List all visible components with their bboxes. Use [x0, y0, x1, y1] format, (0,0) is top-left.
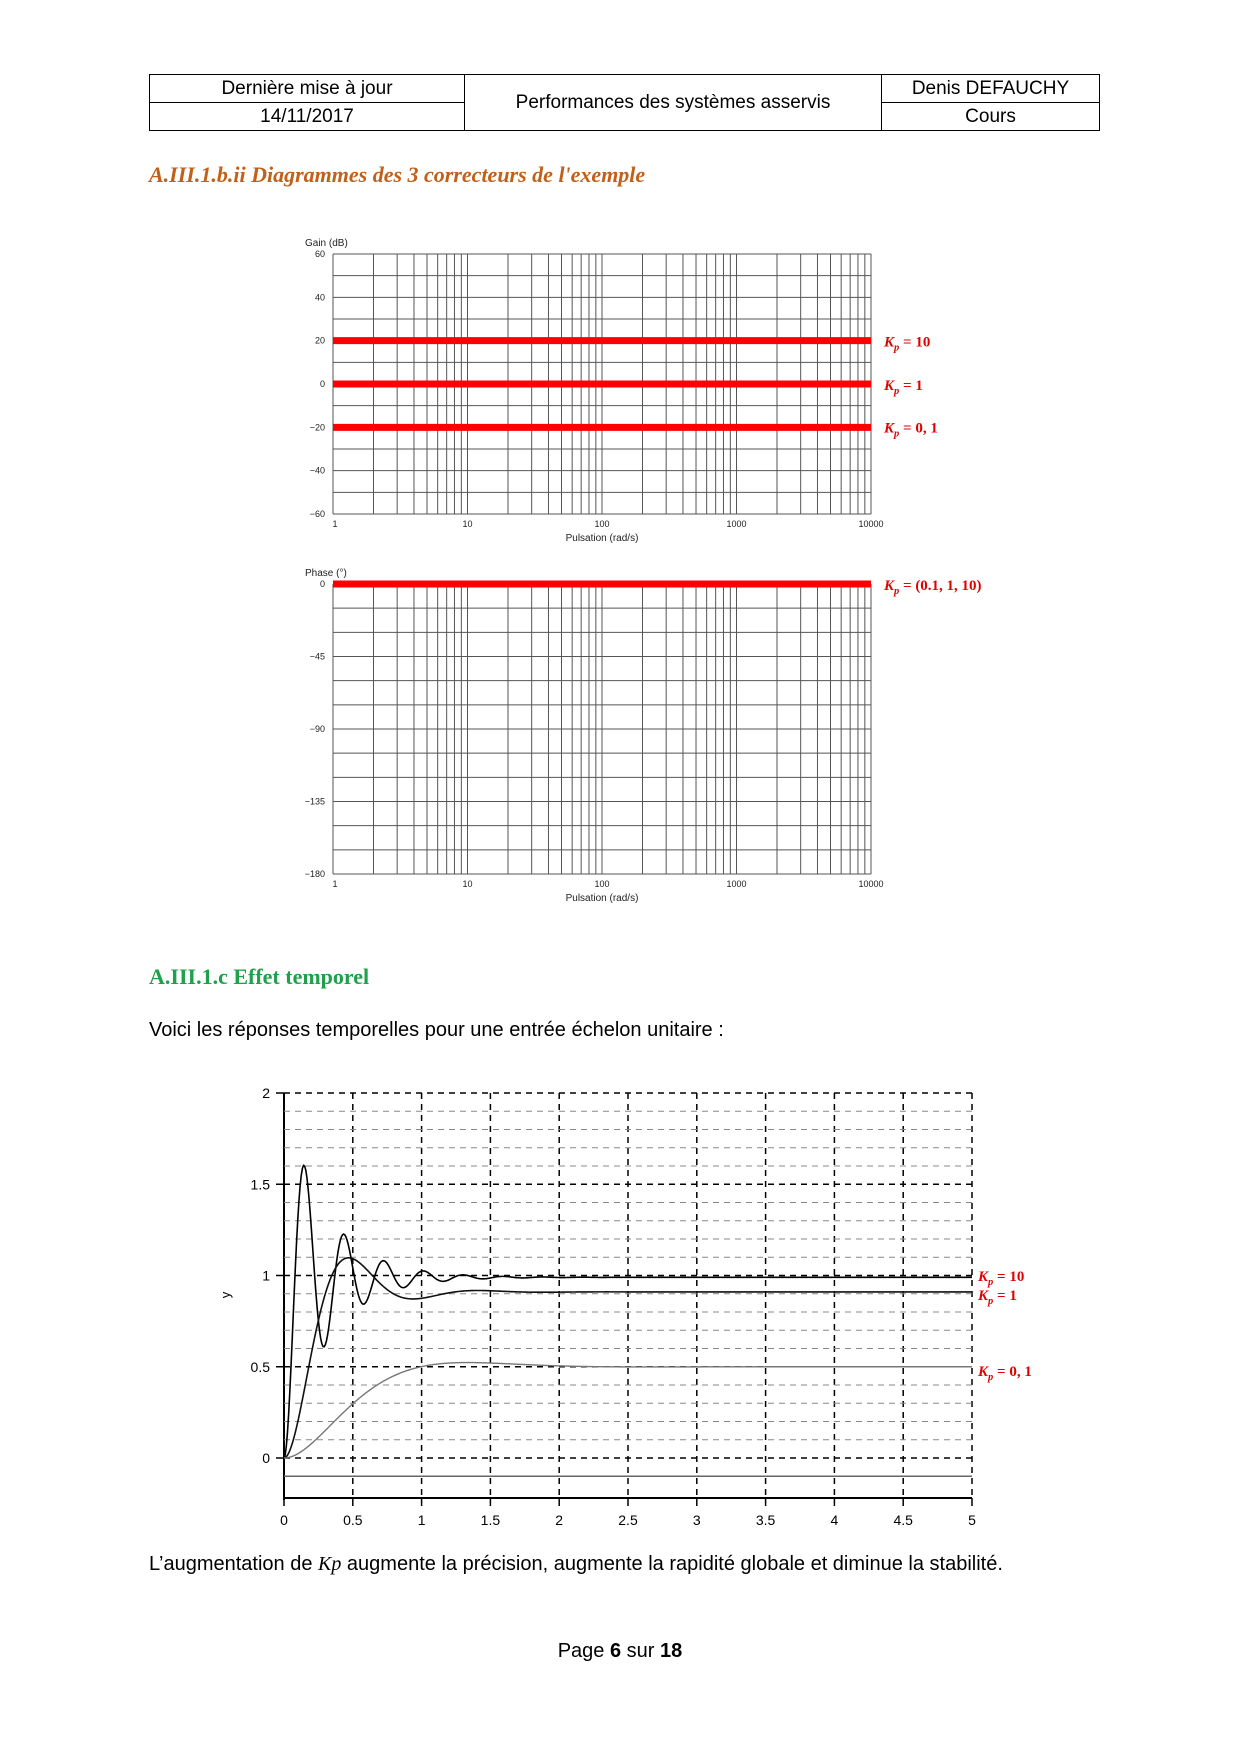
- curve-label-0: $K_p = (0.1$, 1, 10): [884, 578, 982, 597]
- x-axis-label: Pulsation (rad/s): [565, 893, 639, 904]
- x-tick-label: 1000: [726, 879, 747, 889]
- curve-label-0: $K_p = 10$: [884, 334, 931, 354]
- x-tick-label: 100: [594, 519, 610, 529]
- x-tick-label: 100: [594, 879, 610, 889]
- x-tick-label: 10000: [858, 879, 884, 889]
- x-axis-label: Pulsation (rad/s): [565, 533, 639, 544]
- step-label-0: $K_p = 10$: [978, 1269, 1025, 1288]
- x-tick-label: 4.5: [893, 1512, 913, 1528]
- y-tick-label: −60: [309, 509, 325, 519]
- x-tick-label: 1: [332, 879, 338, 889]
- header-author: Denis DEFAUCHY: [882, 75, 1100, 103]
- y-tick-label: 0: [262, 1450, 270, 1466]
- y-tick-label: 40: [314, 292, 325, 303]
- y-tick-label: 20: [314, 335, 325, 346]
- step-curve-2: [284, 1363, 972, 1458]
- y-tick-label: 60: [314, 249, 325, 259]
- footer-prefix: Page: [557, 1640, 610, 1662]
- intro-paragraph: Voici les réponses temporelles pour une entrée échelon unitaire :: [149, 1019, 724, 1041]
- x-tick-label: 2: [555, 1512, 564, 1528]
- step-label-2: $K_p = 0$, 1: [978, 1364, 1032, 1383]
- conclusion-before: L’augmentation de: [149, 1553, 319, 1575]
- y-tick-label: −180: [304, 869, 325, 879]
- x-tick-label: 1: [417, 1512, 426, 1528]
- y-axis-label: Phase (°): [305, 568, 347, 579]
- y-tick-label: −20: [309, 422, 325, 433]
- step-label-1: $K_p = 1$: [978, 1288, 1017, 1307]
- header-doc-type: Cours: [882, 103, 1100, 131]
- conclusion-after: augmente la précision, augmente la rapidité globale et diminue la stabilité.: [341, 1553, 1003, 1575]
- section-title-temporal: A.III.1.c Effet temporel: [149, 964, 370, 989]
- y-tick-label: −40: [309, 465, 325, 476]
- y-tick-label: 0: [319, 379, 325, 389]
- x-tick-label: 2.5: [618, 1512, 638, 1528]
- x-tick-label: 3.5: [755, 1512, 776, 1528]
- x-tick-label: 1000: [726, 519, 747, 529]
- x-tick-label: 1: [332, 519, 338, 529]
- footer-total-pages: 18: [660, 1640, 683, 1662]
- header-title: Performances des systèmes asservis: [465, 75, 882, 131]
- y-tick-label: −135: [304, 796, 325, 807]
- y-tick-label: 0: [319, 579, 325, 589]
- footer-page-number: 6: [609, 1640, 622, 1662]
- x-tick-label: 10000: [858, 519, 884, 529]
- footer-middle: sur: [621, 1640, 661, 1662]
- section-title-diagrams: A.III.1.b.ii Diagrammes des 3 correcteurs de l'exemple: [149, 162, 646, 187]
- header-date: 14/11/2017: [150, 103, 465, 131]
- y-tick-label: −90: [309, 724, 325, 734]
- x-tick-label: 10: [462, 879, 473, 889]
- x-tick-label: 5: [968, 1512, 976, 1528]
- x-tick-label: 3: [692, 1512, 701, 1528]
- conclusion-symbol: Kp: [318, 1553, 342, 1575]
- y-tick-label: 1: [262, 1267, 270, 1284]
- y-tick-label: 1.5: [250, 1176, 270, 1193]
- x-tick-label: 4: [830, 1512, 839, 1528]
- x-tick-label: 10: [462, 519, 473, 529]
- curve-label-2: $K_p = 0$, 1: [884, 420, 938, 440]
- x-tick-label: 0.5: [343, 1512, 363, 1528]
- y-tick-label: 0.5: [250, 1358, 270, 1375]
- y-tick-label: −45: [309, 651, 325, 662]
- x-tick-label: 0: [280, 1512, 288, 1528]
- header-updated-label: Dernière mise à jour: [150, 75, 465, 103]
- x-tick-label: 1.5: [480, 1512, 501, 1528]
- y-axis-label: y: [218, 1291, 233, 1299]
- curve-label-1: $K_p = 1$: [884, 378, 923, 397]
- y-axis-label: Gain (dB): [305, 238, 348, 249]
- y-tick-label: 2: [262, 1085, 270, 1101]
